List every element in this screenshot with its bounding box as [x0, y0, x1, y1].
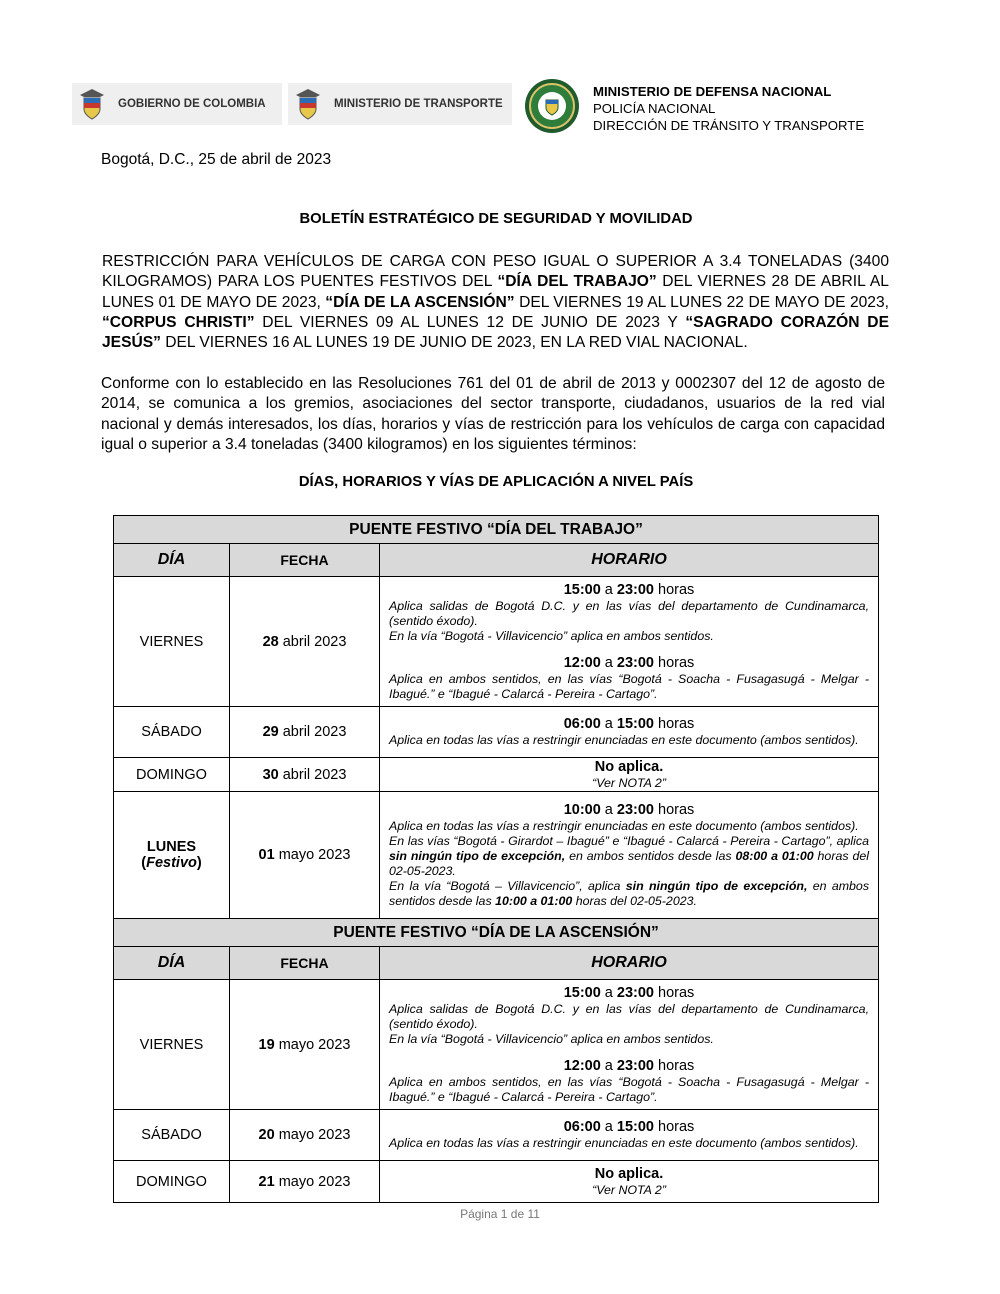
day-cell: VIERNES — [114, 577, 230, 707]
col-header-fecha: FECHA — [230, 947, 380, 980]
schedule-note: Aplica en ambos sentidos, en las vías “Bogotá - Soacha - Fusagasugá - Melgar - Ibagué.” e “Ibagué - Calarcá - Pereira - Cartago”. — [389, 671, 870, 701]
schedule-time — [389, 985, 869, 1002]
day-cell: DOMINGO — [114, 758, 230, 792]
table-row — [114, 758, 879, 792]
date-day-number: 21 — [258, 1173, 275, 1190]
coat-of-arms-icon — [294, 87, 322, 121]
restriction-table — [113, 515, 879, 1203]
gobierno-label: GOBIERNO DE COLOMBIA — [118, 98, 266, 110]
schedule-cell — [380, 758, 879, 792]
document-title: BOLETÍN ESTRATÉGICO DE SEGURIDAD Y MOVILIDAD — [299, 211, 693, 227]
date-month-year: abril 2023 — [278, 766, 347, 783]
schedule-cell — [380, 1161, 879, 1203]
date-day-number: 20 — [258, 1127, 275, 1143]
ministry-line-2: POLICÍA NACIONAL — [593, 101, 716, 116]
date-cell — [230, 577, 380, 707]
time-end: 23:00 — [616, 654, 654, 671]
schedule-note: Aplica en ambos sentidos, en las vías “Bogotá - Soacha - Fusagasugá - Melgar - Ibagué.” e “Ibagué - Calarcá - Pereira - Cartago”. — [389, 1074, 870, 1104]
time-start: 12:00 — [563, 1057, 601, 1074]
time-start: 06:00 — [563, 1119, 601, 1135]
schedule-note: Aplica en todas las vías a restringir enunciadas en este documento (ambos sentidos). — [389, 733, 859, 747]
time-end: 23:00 — [616, 801, 654, 818]
column-header-row — [114, 947, 879, 980]
schedule-cell — [380, 577, 879, 707]
date-month-year: abril 2023 — [278, 633, 347, 650]
table-row — [114, 980, 879, 1110]
time-unit: horas — [654, 581, 695, 598]
table-row — [114, 707, 879, 758]
no-aplica-label: No aplica. — [594, 1166, 664, 1182]
schedule-cell — [380, 1110, 879, 1161]
schedule-time — [389, 1119, 869, 1136]
time-start: 12:00 — [563, 654, 601, 671]
time-unit: horas — [654, 716, 695, 732]
time-sep: a — [600, 581, 617, 598]
schedule-note: En la vía “Bogotá – Villavicencio”, aplica sin ningún tipo de excepción, en ambos sentidos desde las 10:00 a 01:00 horas del 02-05-2023. — [389, 878, 870, 908]
ministerio-transporte-logo — [288, 83, 512, 125]
schedule-note: En la vía “Bogotá - Villavicencio” aplica en ambos sentidos. — [389, 628, 714, 643]
table-row — [114, 1161, 879, 1203]
gobierno-de-colombia-logo — [72, 83, 282, 125]
day-cell: SÁBADO — [114, 707, 230, 758]
schedule-cell — [380, 980, 879, 1110]
col-header-fecha: FECHA — [230, 544, 380, 577]
intro-text: DEL VIERNES 09 AL LUNES 12 DE JUNIO DE 2023 Y — [254, 313, 686, 331]
page-number: Página 1 de 11 — [460, 1207, 540, 1221]
time-sep: a — [600, 1057, 617, 1074]
coat-of-arms-icon — [78, 87, 106, 121]
body-paragraph: Conforme con lo establecido en las Resoluciones 761 del 01 de abril de 2013 y 0002307 del 12 de agosto de 2014, se comunica a los gremios, asociaciones del sector transporte, ciudadanos, usuarios de la red vial nacional y demás interesados, los días, horarios y vías de restricción para los vehículos de carga con capacidad igual o superior a 3.4 toneladas (3400 kilogramos) en los siguientes términos: — [101, 375, 885, 453]
intro-text: DEL VIERNES 28 DE ABRIL AL LUNES 01 DE MAYO DE 2023, — [102, 273, 889, 311]
time-unit: horas — [654, 984, 695, 1001]
intro-text: RESTRICCIÓN PARA VEHÍCULOS DE CARGA CON PESO IGUAL O SUPERIOR A 3.4 TONELADAS (3400 KILOGRAMOS) PARA LOS PUENTES FESTIVOS DEL — [102, 253, 889, 291]
intro-text: DEL VIERNES 19 AL LUNES 22 DE MAYO DE 2023, — [514, 293, 889, 311]
day-label: LUNES — [146, 839, 197, 855]
col-header-dia: DÍA — [114, 544, 230, 577]
day-cell: SÁBADO — [114, 1110, 230, 1161]
schedule-note: Aplica en todas las vías a restringir enunciadas en este documento (ambos sentidos). — [389, 818, 859, 833]
time-unit: horas — [654, 654, 695, 671]
time-end: 15:00 — [616, 1119, 654, 1135]
date-cell — [230, 1161, 380, 1203]
festivo-label: (Festivo) — [141, 855, 202, 871]
intro-bold: “CORPUS CHRISTI” — [102, 313, 255, 331]
section-subtitle: DÍAS, HORARIOS Y VÍAS DE APLICACIÓN A NIVEL PAÍS — [298, 474, 694, 490]
time-unit: horas — [654, 1057, 695, 1074]
puente-header-row — [114, 516, 879, 544]
schedule-time — [389, 802, 869, 819]
no-aplica-label: No aplica. — [594, 759, 664, 775]
schedule-note: Aplica salidas de Bogotá D.C. y en las vías del departamento de Cundinamarca, (sentido éxodo). — [389, 598, 870, 628]
day-cell — [114, 792, 230, 919]
col-header-dia: DÍA — [114, 947, 230, 980]
time-start: 15:00 — [563, 984, 601, 1001]
schedule-note: En las vías “Bogotá - Girardot – Ibagué” e “Ibagué - Calarcá - Pereira - Cartago”, aplica sin ningún tipo de excepción, en ambos sentidos desde las 08:00 a 01:00 horas del 02-05-2023. — [389, 833, 870, 878]
date-day-number: 30 — [262, 766, 279, 783]
puente-title: PUENTE FESTIVO “DÍA DE LA ASCENSIÓN” — [114, 919, 879, 947]
date-cell — [230, 1110, 380, 1161]
date-cell — [230, 792, 380, 919]
intro-bold: “DÍA DEL TRABAJO” — [497, 273, 657, 291]
table-row — [114, 1110, 879, 1161]
puente-header-row — [114, 919, 879, 947]
intro-text: DEL VIERNES 16 AL LUNES 19 DE JUNIO DE 2023, EN LA RED VIAL NACIONAL. — [160, 334, 748, 352]
date-cell — [230, 758, 380, 792]
date-month-year: mayo 2023 — [274, 1173, 351, 1190]
schedule-time — [389, 716, 869, 733]
date-cell — [230, 980, 380, 1110]
nota-reference: “Ver NOTA 2” — [592, 776, 666, 790]
date-month-year: abril 2023 — [278, 724, 347, 740]
schedule-note: En la vía “Bogotá - Villavicencio” aplica en ambos sentidos. — [389, 1031, 714, 1046]
ministerio-transporte-label: MINISTERIO DE TRANSPORTE — [334, 98, 503, 110]
time-end: 15:00 — [616, 716, 654, 732]
puente-title: PUENTE FESTIVO “DÍA DEL TRABAJO” — [114, 516, 879, 544]
date-day-number: 28 — [262, 633, 279, 650]
time-sep: a — [600, 1119, 617, 1135]
time-sep: a — [600, 716, 617, 732]
nota-reference: “Ver NOTA 2” — [592, 1183, 666, 1197]
time-sep: a — [600, 654, 617, 671]
col-header-horario: HORARIO — [380, 947, 879, 980]
col-header-horario: HORARIO — [380, 544, 879, 577]
date-cell — [230, 707, 380, 758]
time-end: 23:00 — [616, 984, 654, 1001]
date-day-number: 01 — [258, 847, 275, 863]
date-day-number: 29 — [262, 724, 279, 740]
time-start: 06:00 — [563, 716, 601, 732]
time-unit: horas — [654, 801, 695, 818]
time-end: 23:00 — [616, 581, 654, 598]
date-month-year: mayo 2023 — [274, 1036, 351, 1053]
time-sep: a — [600, 801, 617, 818]
schedule-cell — [380, 707, 879, 758]
time-start: 15:00 — [563, 581, 601, 598]
intro-bold: “SAGRADO CORAZÓN DE JESÚS” — [102, 313, 889, 352]
schedule-cell — [380, 792, 879, 919]
ministry-line-1: MINISTERIO DE DEFENSA NACIONAL — [593, 84, 832, 99]
ministry-block — [593, 83, 864, 134]
schedule-note: Aplica en todas las vías a restringir enunciadas en este documento (ambos sentidos). — [389, 1136, 859, 1150]
intro-bold: “DÍA DE LA ASCENSIÓN” — [325, 293, 515, 311]
table-row — [114, 792, 879, 919]
intro-paragraph — [102, 252, 889, 353]
column-header-row — [114, 544, 879, 577]
ministry-line-3: DIRECCIÓN DE TRÁNSITO Y TRANSPORTE — [593, 118, 865, 133]
time-start: 10:00 — [563, 801, 601, 818]
schedule-note: Aplica salidas de Bogotá D.C. y en las vías del departamento de Cundinamarca, (sentido éxodo). — [389, 1001, 870, 1031]
schedule-time — [389, 655, 869, 672]
policia-nacional-badge-icon — [524, 78, 580, 134]
schedule-time — [389, 1058, 869, 1075]
date-day-number: 19 — [258, 1036, 275, 1053]
document-header — [72, 78, 892, 136]
day-cell: DOMINGO — [114, 1161, 230, 1203]
date-month-year: mayo 2023 — [274, 847, 351, 863]
time-unit: horas — [654, 1119, 695, 1135]
table-row — [114, 577, 879, 707]
time-end: 23:00 — [616, 1057, 654, 1074]
day-cell: VIERNES — [114, 980, 230, 1110]
time-sep: a — [600, 984, 617, 1001]
date-month-year: mayo 2023 — [274, 1127, 351, 1143]
document-date: Bogotá, D.C., 25 de abril de 2023 — [101, 151, 332, 168]
schedule-time — [389, 582, 869, 599]
